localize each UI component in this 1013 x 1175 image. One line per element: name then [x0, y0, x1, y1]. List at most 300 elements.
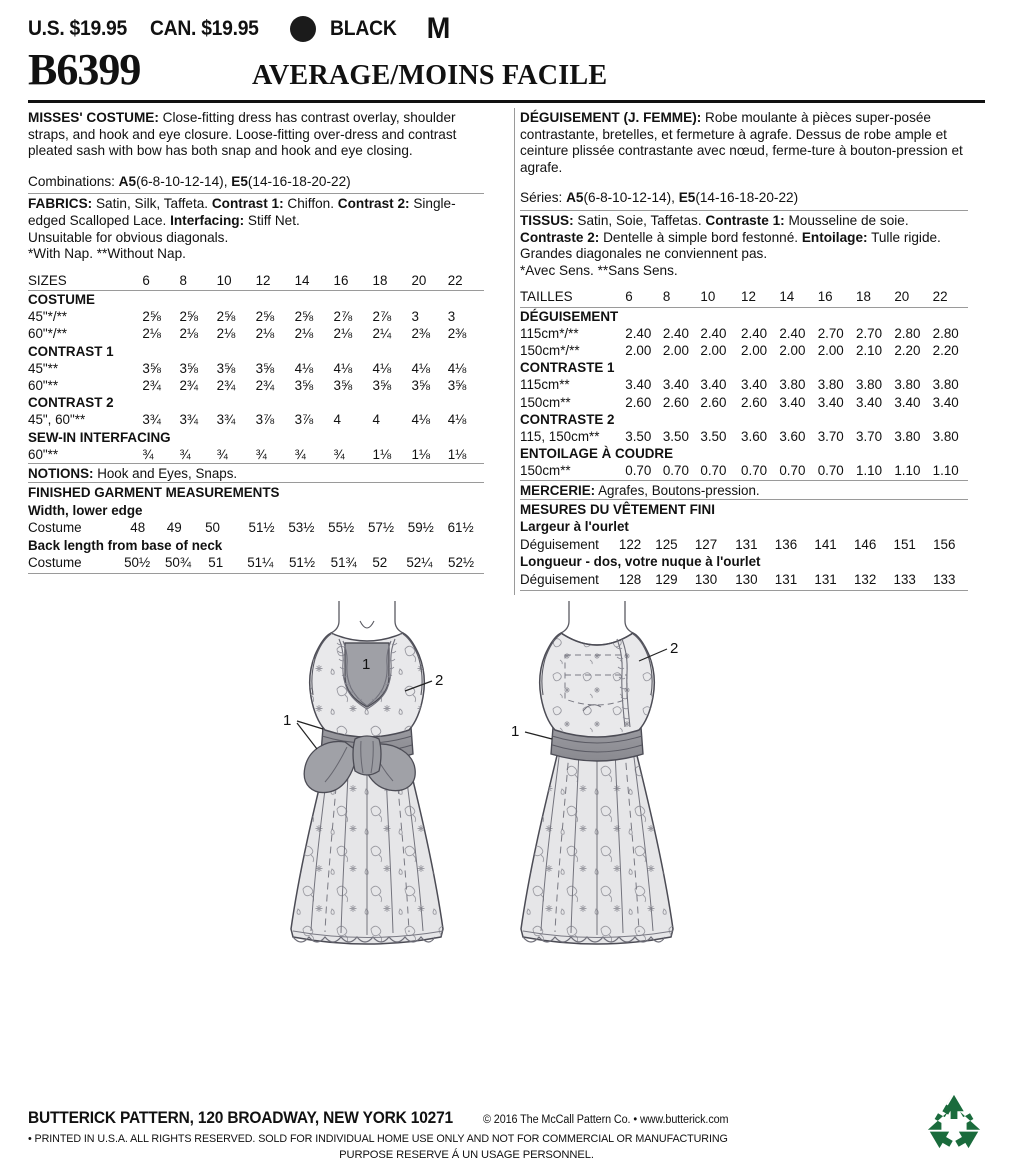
- yardage-value: 2⅜: [411, 326, 431, 342]
- yardage-row-label: 115, 150cm**: [520, 428, 600, 444]
- mercerie-body: Agrafes, Boutons-pression.: [595, 482, 760, 498]
- yardage-value: 3⅝: [333, 377, 353, 393]
- yardage-value: 2.40: [741, 325, 768, 341]
- mercerie-label: MERCERIE:: [520, 482, 596, 498]
- yardage-value: 0.70: [817, 463, 844, 479]
- combination-e5-sizes: (14-16-18-20-22): [247, 173, 351, 189]
- yardage-row: [28, 411, 484, 428]
- finished-measure-value: 55½: [328, 520, 355, 536]
- yardage-value: 3¾: [179, 412, 199, 428]
- spacer: [28, 160, 484, 174]
- interfacing-body: Stiff Net.: [244, 212, 300, 228]
- yardage-row: [28, 308, 484, 325]
- finished-measure-value: 51½: [288, 555, 315, 571]
- yardage-row-label: 150cm*/**: [520, 342, 580, 358]
- back-view: [511, 601, 678, 944]
- yardage-row: [28, 325, 484, 342]
- yardage-row: [520, 342, 968, 359]
- size-header-18: 18: [373, 272, 412, 291]
- french-column: [498, 110, 968, 591]
- yardage-value: 3.70: [817, 428, 844, 444]
- finished-measure-value: 151: [893, 536, 916, 552]
- french-series: [520, 190, 968, 207]
- yardage-value: 3: [411, 309, 419, 325]
- yardage-value: 2⅝: [142, 309, 161, 325]
- content-columns: [28, 110, 985, 591]
- yardage-value: 2¾: [142, 377, 161, 393]
- footer-company-line: [28, 1109, 985, 1128]
- yardage-value: ¾: [216, 446, 228, 462]
- yardage-value: ¾: [142, 446, 154, 462]
- yardage-value: 2.40: [779, 325, 806, 341]
- yardage-value: 3⅞: [294, 412, 314, 428]
- section-title: CONTRASTE 1: [520, 360, 615, 376]
- yardage-value: 2.40: [625, 325, 652, 341]
- sizes-header-row: [520, 288, 968, 307]
- finished-measure-value: 125: [655, 536, 678, 552]
- english-yardage-table: [28, 272, 484, 463]
- size-header-10: 10: [217, 272, 256, 291]
- yardage-value: 0.70: [700, 463, 727, 479]
- yardage-value: 2.80: [894, 325, 921, 341]
- size-header-8: 8: [179, 272, 216, 291]
- english-notions: [28, 463, 484, 482]
- finished-measure-value: 146: [853, 536, 877, 552]
- french-longueur-table: [520, 571, 968, 588]
- contraste1-body: Mousseline de soie.: [784, 212, 909, 228]
- size-header-6: 6: [625, 288, 663, 307]
- yardage-value: 2.70: [856, 325, 883, 341]
- finished-measure-value: 50: [205, 520, 220, 536]
- title-rule: [28, 100, 985, 103]
- yardage-value: 2.10: [856, 342, 883, 358]
- finished-measure-value: 48: [130, 520, 146, 536]
- finished-measure-row: [520, 536, 968, 553]
- yardage-value: 3.40: [932, 394, 959, 410]
- yardage-value: 3¾: [216, 412, 236, 428]
- yardage-value: 3.40: [817, 394, 844, 410]
- size-header-20: 20: [411, 272, 447, 291]
- french-description-label: DÉGUISEMENT (J. FEMME):: [520, 110, 702, 125]
- yardage-value: 3.40: [856, 394, 883, 410]
- yardage-row-label: 60"*/**: [28, 326, 68, 342]
- english-fgm-heading: FINISHED GARMENT MEASUREMENTS: [28, 482, 484, 501]
- footer-legal-line-1: • PRINTED IN U.S.A. ALL RIGHTS RESERVED. SOLD FOR INDIVIDUAL HOME USE ONLY AND NOT FOR COMMERCIAL OR MANUFACTURING: [28, 1133, 728, 1145]
- english-unsuitable: Unsuitable for obvious diagonals.: [28, 229, 229, 245]
- size-header-22: 22: [933, 288, 968, 307]
- yardage-row: [520, 394, 968, 411]
- yardage-value: 2⅝: [216, 309, 236, 325]
- price-bar: [28, 0, 985, 45]
- yardage-value: 4⅛: [333, 360, 353, 376]
- yardage-value: 3.80: [894, 428, 921, 444]
- yardage-value: 4⅛: [372, 360, 392, 376]
- yardage-value: 3.80: [932, 428, 959, 444]
- price-can: CAN. $19.95: [149, 17, 259, 40]
- french-mercerie: [520, 480, 968, 499]
- finished-measure-value: 132: [853, 571, 877, 587]
- yardage-value: 2.00: [779, 342, 806, 358]
- front-view: [283, 601, 443, 944]
- finished-measure-value: 131: [814, 571, 837, 587]
- yardage-value: 2⅛: [255, 326, 275, 342]
- front-callout-2: 2: [434, 672, 443, 690]
- combination-a5-sizes: (6-8-10-12-14),: [136, 173, 232, 189]
- size-header-16: 16: [334, 272, 373, 291]
- sizes-header-label: TAILLES: [520, 288, 625, 307]
- yardage-row: [520, 325, 968, 342]
- yardage-row-label: 150cm**: [520, 394, 571, 410]
- yardage-value: 2.60: [662, 394, 689, 410]
- yardage-value: 2⅝: [294, 309, 314, 325]
- entoilage-label: Entoilage:: [801, 229, 868, 245]
- yardage-value: 2¾: [179, 377, 199, 393]
- yardage-value: 3¾: [142, 412, 161, 428]
- yardage-value: 2⅝: [255, 309, 275, 325]
- series-e5: E5: [678, 190, 696, 206]
- english-fabrics: [28, 196, 484, 229]
- yardage-row: [520, 462, 968, 479]
- french-yardage-table: [520, 288, 968, 479]
- color-swatch-label: BLACK: [329, 17, 397, 40]
- contrast2-body: Single-edged Scalloped Lace.: [28, 196, 456, 228]
- french-bottom-rule: [520, 590, 968, 591]
- finished-measure-label: Déguisement: [520, 536, 599, 552]
- finished-measure-value: 130: [694, 571, 718, 587]
- yardage-row-label: 115cm**: [520, 377, 570, 393]
- english-bottom-rule: [28, 573, 484, 574]
- notions-label: NOTIONS:: [28, 465, 94, 481]
- finished-measure-value: 130: [735, 571, 758, 587]
- column-divider: [514, 108, 515, 595]
- yardage-value: 4: [333, 412, 341, 428]
- yardage-value: 1⅛: [411, 446, 431, 462]
- english-back-length-heading: Back length from base of neck: [28, 537, 223, 553]
- english-description-label: MISSES' COSTUME:: [28, 110, 159, 125]
- section-header-row: [520, 359, 968, 376]
- yardage-value: 2⅞: [372, 309, 392, 325]
- footer: [28, 1109, 985, 1161]
- size-header-6: 6: [142, 272, 179, 291]
- finished-measure-row: [520, 571, 968, 588]
- finished-measure-label: Déguisement: [520, 571, 599, 587]
- yardage-value: 2.20: [894, 342, 921, 358]
- yardage-value: 2.40: [662, 325, 689, 341]
- finished-measure-value: 131: [735, 536, 758, 552]
- front-callout-1: 1: [282, 712, 291, 730]
- finished-measure-value: 51½: [248, 520, 275, 536]
- section-header-row: [28, 290, 484, 308]
- yardage-value: 0.70: [625, 463, 652, 479]
- yardage-value: 4: [372, 412, 380, 428]
- yardage-value: 2.20: [932, 342, 959, 358]
- section-title: CONTRAST 1: [28, 343, 114, 359]
- yardage-row-label: 45"*/**: [28, 309, 68, 325]
- english-rule-1: [28, 193, 484, 194]
- yardage-value: 0.70: [779, 463, 806, 479]
- yardage-value: 3.40: [894, 394, 921, 410]
- yardage-value: 3.50: [625, 428, 652, 444]
- entoilage-body: Tulle rigide.: [867, 229, 941, 245]
- size-header-8: 8: [663, 288, 701, 307]
- garment-illustrations: [28, 599, 985, 989]
- finished-measure-value: 51¼: [247, 555, 274, 571]
- contrast1-label: Contrast 1:: [211, 196, 284, 212]
- tissus-label: TISSUS:: [520, 212, 574, 228]
- yardage-value: 1⅛: [372, 446, 392, 462]
- yardage-row-label: 60"**: [28, 446, 59, 462]
- french-longueur-heading: Longueur - dos, votre nuque à l'ourlet: [520, 554, 761, 570]
- tissus-body: Satin, Soie, Taffetas.: [573, 212, 706, 228]
- yardage-value: 3.80: [894, 377, 921, 393]
- yardage-value: 2.80: [932, 325, 959, 341]
- english-width-table: [28, 519, 484, 536]
- back-callout-1: 1: [510, 723, 519, 741]
- sizes-header-row: [28, 272, 484, 291]
- yardage-value: 4⅛: [294, 360, 314, 376]
- yardage-value: ¾: [333, 446, 345, 462]
- yardage-value: 3⅝: [411, 377, 431, 393]
- combination-e5: E5: [231, 173, 248, 189]
- yardage-value: 4⅛: [411, 360, 431, 376]
- yardage-value: 2⅞: [333, 309, 353, 325]
- finished-measure-value: 122: [618, 536, 642, 552]
- yardage-value: 2⅛: [216, 326, 236, 342]
- section-header-row: [28, 429, 484, 446]
- size-header-12: 12: [741, 288, 779, 307]
- english-column: [28, 110, 498, 591]
- yardage-value: 4⅛: [447, 360, 467, 376]
- size-header-12: 12: [256, 272, 295, 291]
- series-label: Séries:: [520, 190, 567, 206]
- yardage-row-label: 150cm**: [520, 463, 571, 479]
- yardage-value: 2.00: [625, 342, 652, 358]
- series-a5-sizes: (6-8-10-12-14),: [583, 190, 679, 206]
- color-swatch-dot: [290, 16, 316, 42]
- section-title: COSTUME: [28, 291, 95, 307]
- yardage-value: 3.50: [662, 428, 689, 444]
- yardage-value: 2⅝: [179, 309, 199, 325]
- finished-measure-value: 50¾: [164, 555, 191, 571]
- yardage-value: 2⅛: [179, 326, 199, 342]
- yardage-row: [28, 360, 484, 377]
- yardage-value: 2.00: [662, 342, 689, 358]
- pattern-number: B6399: [28, 45, 141, 94]
- yardage-value: 3.40: [741, 377, 768, 393]
- front-callout1-leader-b: [297, 723, 317, 749]
- title-row: [28, 46, 985, 92]
- section-title: CONTRASTE 2: [520, 411, 615, 427]
- english-nap: *With Nap. **Without Nap.: [28, 246, 186, 262]
- yardage-value: 3.60: [779, 428, 806, 444]
- finished-measure-value: 52½: [448, 555, 475, 571]
- yardage-value: 3⅝: [179, 360, 199, 376]
- yardage-row-label: 45", 60"**: [28, 412, 86, 428]
- finished-measure-value: 136: [774, 536, 798, 552]
- section-header-row: [520, 411, 968, 428]
- contrast1-body: Chiffon.: [283, 196, 338, 212]
- yardage-value: 3.40: [779, 394, 806, 410]
- finished-measure-value: 127: [694, 536, 718, 552]
- yardage-value: 3.60: [741, 428, 768, 444]
- finished-measure-value: 53½: [288, 520, 315, 536]
- footer-company-address: BUTTERICK PATTERN, 120 BROADWAY, NEW YORK 10271: [28, 1109, 453, 1127]
- section-title: SEW-IN INTERFACING: [28, 429, 171, 445]
- yardage-row: [520, 376, 968, 393]
- yardage-row-label: 60"**: [28, 377, 59, 393]
- yardage-value: 3.50: [700, 428, 727, 444]
- french-sens: *Avec Sens. **Sans Sens.: [520, 262, 678, 278]
- finished-measure-label: Costume: [28, 555, 82, 571]
- yardage-value: 2⅜: [447, 326, 467, 342]
- sizes-header-label: SIZES: [28, 272, 142, 291]
- finished-measure-value: 129: [655, 571, 678, 587]
- yardage-value: 1.10: [856, 463, 883, 479]
- finished-measure-value: 57½: [367, 520, 395, 536]
- yardage-value: 3⅝: [447, 377, 467, 393]
- yardage-value: 1.10: [932, 463, 959, 479]
- size-header-16: 16: [818, 288, 856, 307]
- recycle-icon: [923, 1089, 985, 1151]
- english-backlength-table: [28, 554, 484, 571]
- yardage-value: 0.70: [741, 463, 768, 479]
- finished-measure-value: 131: [774, 571, 798, 587]
- difficulty-label: AVERAGE/MOINS FACILE: [252, 59, 608, 91]
- yardage-value: 3.40: [625, 377, 652, 393]
- interfacing-label: Interfacing:: [170, 212, 245, 228]
- yardage-value: ¾: [179, 446, 191, 462]
- french-largeur-table: [520, 536, 968, 553]
- technical-drawings-svg: [227, 599, 787, 979]
- english-width-lower-edge-heading: Width, lower edge: [28, 502, 143, 518]
- size-header-22: 22: [448, 272, 484, 291]
- yardage-value: 2⅛: [333, 326, 353, 342]
- finished-measure-value: 50½: [124, 555, 151, 571]
- footer-copyright: © 2016 The McCall Pattern Co. • www.butterick.com: [483, 1114, 729, 1126]
- yardage-value: 2.60: [625, 394, 652, 410]
- contraste1-label: Contraste 1:: [705, 212, 785, 228]
- yardage-value: 2.60: [741, 394, 768, 410]
- notions-body: Hook and Eyes, Snaps.: [93, 465, 238, 481]
- yardage-value: 2.40: [700, 325, 727, 341]
- yardage-value: 1.10: [894, 463, 921, 479]
- yardage-value: ¾: [294, 446, 306, 462]
- finished-measure-row: [28, 554, 484, 571]
- english-combinations: [28, 174, 484, 191]
- yardage-value: 4⅛: [447, 412, 467, 428]
- size-header-14: 14: [779, 288, 817, 307]
- finished-measure-value: 52: [372, 555, 388, 571]
- yardage-value: 3.70: [856, 428, 883, 444]
- price-us: U.S. $19.95: [28, 17, 128, 40]
- yardage-value: 3⅞: [255, 412, 275, 428]
- french-description: [520, 110, 968, 176]
- yardage-value: 2¾: [216, 377, 236, 393]
- yardage-value: 3.40: [662, 377, 689, 393]
- combinations-label: Combinations:: [28, 173, 119, 189]
- finished-measure-value: 49: [166, 520, 182, 536]
- french-grandes: Grandes diagonales ne conviennent pas.: [520, 246, 768, 262]
- yardage-value: 3⅝: [294, 377, 314, 393]
- yardage-row: [28, 446, 484, 463]
- yardage-value: 3⅝: [216, 360, 236, 376]
- finished-measure-value: 133: [933, 571, 956, 587]
- yardage-row-label: 45"**: [28, 360, 59, 376]
- front-bodice-callout-1: 1: [361, 656, 370, 674]
- french-largeur-heading: Largeur à l'ourlet: [520, 519, 629, 535]
- yardage-value: 2.00: [741, 342, 768, 358]
- finished-measure-value: 128: [618, 571, 642, 587]
- contraste2-label: Contraste 2:: [520, 229, 600, 245]
- finished-measure-value: 51¾: [330, 555, 357, 571]
- yardage-value: 0.70: [662, 463, 689, 479]
- yardage-value: 3.80: [932, 377, 959, 393]
- back-callout-2: 2: [669, 640, 678, 658]
- yardage-value: 2¼: [372, 326, 392, 342]
- yardage-row: [28, 377, 484, 394]
- section-header-row: [28, 394, 484, 411]
- contraste2-body: Dentelle à simple bord festonné.: [599, 229, 802, 245]
- finished-measure-row: [28, 519, 484, 536]
- series-a5: A5: [566, 190, 584, 206]
- section-header-row: [520, 445, 968, 462]
- finished-measure-label: Costume: [28, 520, 82, 536]
- french-rule-1: [520, 210, 968, 211]
- finished-measure-value: 52¼: [406, 555, 433, 571]
- yardage-value: 3: [447, 309, 456, 325]
- section-title: ENTOILAGE À COUDRE: [520, 446, 674, 462]
- fabrics-label: FABRICS:: [28, 196, 93, 212]
- english-description: [28, 110, 484, 160]
- size-header-10: 10: [700, 288, 741, 307]
- series-e5-sizes: (14-16-18-20-22): [695, 190, 799, 206]
- size-header-18: 18: [856, 288, 894, 307]
- contrast2-label: Contrast 2:: [337, 196, 410, 212]
- size-letter: M: [426, 12, 451, 45]
- finished-measure-value: 59½: [407, 520, 434, 536]
- yardage-value: 2⅛: [142, 326, 161, 342]
- section-header-row: [28, 343, 484, 360]
- yardage-value: 2⅛: [294, 326, 314, 342]
- yardage-value: 3⅝: [372, 377, 392, 393]
- yardage-value: 3⅝: [255, 360, 275, 376]
- yardage-value: 1⅛: [447, 446, 467, 462]
- section-title: DÉGUISEMENT: [520, 308, 619, 324]
- finished-measure-value: 141: [814, 536, 837, 552]
- section-header-row: [520, 307, 968, 325]
- yardage-value: 3.80: [856, 377, 883, 393]
- spacer-fr: [520, 176, 968, 190]
- size-header-14: 14: [295, 272, 334, 291]
- yardage-row: [520, 428, 968, 445]
- yardage-value: 2.70: [817, 325, 844, 341]
- yardage-value: 3.80: [779, 377, 806, 393]
- french-tissus: [520, 213, 968, 246]
- finished-measure-value: 51: [208, 555, 224, 571]
- yardage-value: 2.00: [817, 342, 844, 358]
- section-title: CONTRAST 2: [28, 395, 114, 411]
- fabrics-body: Satin, Silk, Taffeta.: [92, 196, 212, 212]
- french-fgm-heading: MESURES DU VÊTEMENT FINI: [520, 499, 968, 518]
- french-description-body: Robe moulante à pièces super-posée contrastante, bretelles, et fermeture à agrafe. Dessus de robe ample et ceinture plissée contrastante avec nœud, ferme-ture à bouton-pression et agrafe.: [520, 110, 963, 175]
- yardage-row-label: 115cm*/**: [520, 325, 579, 341]
- yardage-value: 2¾: [255, 377, 275, 393]
- english-description-body: Close-fitting dress has contrast overlay, shoulder straps, and hook and eye closure. Loose-fitting over-dress and contrast pleated sash with bow has both snap and hook and eye closing.: [28, 110, 457, 159]
- yardage-value: 4⅛: [411, 412, 431, 428]
- yardage-value: 3.80: [817, 377, 844, 393]
- finished-measure-value: 133: [893, 571, 916, 587]
- finished-measure-value: 61½: [447, 520, 474, 536]
